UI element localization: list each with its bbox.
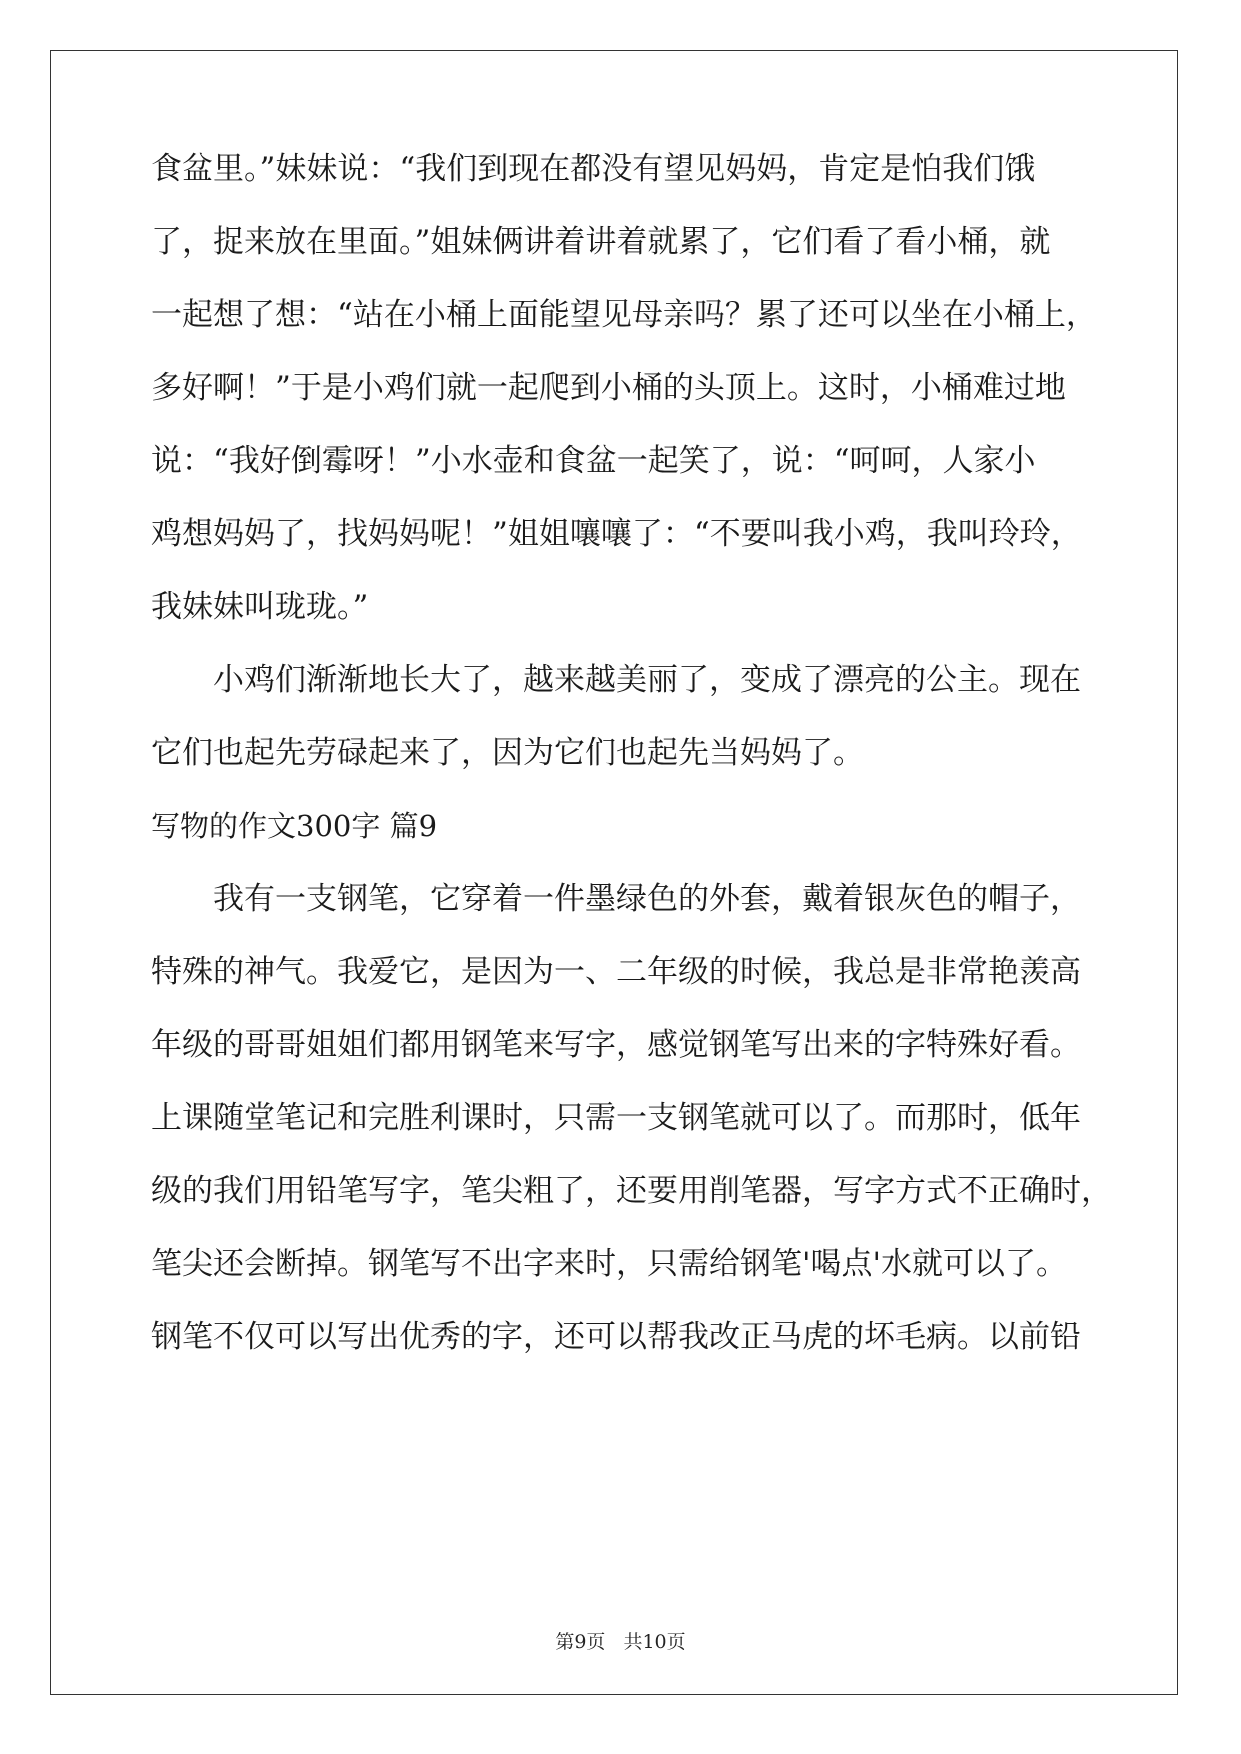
text-line: 食盆里。”妹妹说：“我们到现在都没有望见妈妈，肯定是怕我们饿 bbox=[151, 151, 1036, 187]
text-line: 我妹妹叫珑珑。” bbox=[151, 589, 369, 625]
text-line: 年级的哥哥姐姐们都用钢笔来写字，感觉钢笔写出来的字特殊好看。 bbox=[151, 1027, 1081, 1063]
text-line: 一起想了想：“站在小桶上面能望见母亲吗？累了还可以坐在小桶上， bbox=[151, 297, 1097, 333]
text-line: 级的我们用铅笔写字，笔尖粗了，还要用削笔器，写字方式不正确时， bbox=[151, 1173, 1112, 1209]
paragraph-start-line: 小鸡们渐渐地长大了，越来越美丽了，变成了漂亮的公主。现在 bbox=[213, 662, 1081, 698]
page-total: 共10页 bbox=[623, 1631, 686, 1653]
document-body bbox=[151, 151, 1112, 1401]
text-line: 了，捉来放在里面。”姐妹俩讲着讲着就累了，它们看了看小桶，就 bbox=[151, 224, 1051, 260]
page-footer bbox=[0, 1627, 1241, 1654]
text-line: 它们也起先劳碌起来了，因为它们也起先当妈妈了。 bbox=[151, 735, 864, 771]
text-line: 笔尖还会断掉。钢笔写不出字来时，只需给钢笔'喝点'水就可以了。 bbox=[151, 1246, 1068, 1282]
text-line: 多好啊！”于是小鸡们就一起爬到小桶的头顶上。这时，小桶难过地 bbox=[151, 370, 1066, 406]
text-line: 钢笔不仅可以写出优秀的字，还可以帮我改正马虎的坏毛病。以前铅 bbox=[151, 1319, 1081, 1355]
page-number: 第9页 bbox=[555, 1631, 606, 1653]
text-line: 鸡想妈妈了，找妈妈呢！”姐姐嚷嚷了：“不要叫我小鸡，我叫玲玲， bbox=[151, 516, 1082, 552]
section-heading: 写物的作文300字 篇9 bbox=[151, 809, 438, 843]
text-line: 说：“我好倒霉呀！”小水壶和食盆一起笑了，说：“呵呵，人家小 bbox=[151, 443, 1036, 479]
text-line: 上课随堂笔记和完胜利课时，只需一支钢笔就可以了。而那时，低年 bbox=[151, 1100, 1081, 1136]
text-line: 特殊的神气。我爱它，是因为一、二年级的时候，我总是非常艳羡高 bbox=[151, 954, 1081, 990]
paragraph-start-line: 我有一支钢笔，它穿着一件墨绿色的外套，戴着银灰色的帽子， bbox=[213, 881, 1081, 917]
